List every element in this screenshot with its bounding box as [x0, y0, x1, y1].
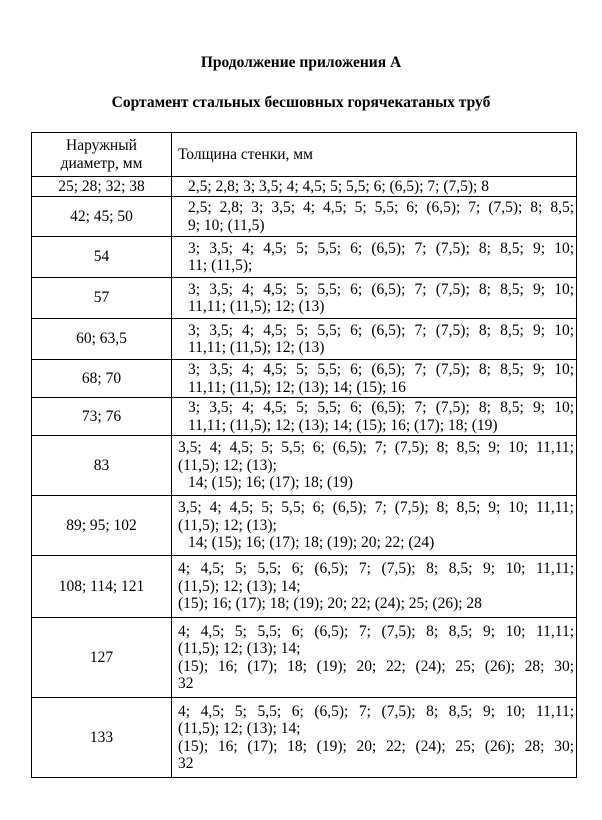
table-header-row [32, 133, 577, 177]
wall-line: 11; (11,5); [188, 257, 253, 274]
wall-line: 14; (15); 16; (17); 18; (19) [188, 474, 353, 492]
wall-thickness-cell [172, 319, 577, 360]
wall-line: 4; 4,5; 5; 5,5; 6; (6,5); 7; (7,5); 8; 8,5; 9; 10; 11,11; [178, 702, 574, 720]
page-heading: Продолжение приложения А [200, 54, 402, 71]
wall-line: 2,5; 2,8; 3; 3,5; 4; 4,5; 5; 5,5; 6; (6,5); 7; (7,5); 8; 8,5; [188, 199, 574, 216]
diameter-cell: 60; 63,5 [32, 319, 172, 360]
wall-line: 3; 3,5; 4; 4,5; 5; 5,5; 6; (6,5); 7; (7,5); 8; 8,5; 9; 10; [188, 399, 574, 416]
wall-line: (15); 16; (17); 18; (19); 20; 22; (24); 25; (26); 28; 30; [178, 657, 574, 675]
table-row [32, 698, 577, 778]
header-diameter [32, 133, 172, 177]
wall-line: 11,11; (11,5); 12; (13) [188, 339, 325, 356]
wall-line: 3; 3,5; 4; 4,5; 5; 5,5; 6; (6,5); 7; (7,5); 8; 8,5; 9; 10; [188, 239, 574, 257]
table-row [32, 237, 577, 278]
wall-thickness-cell [172, 237, 577, 278]
wall-thickness-cell [172, 177, 577, 197]
diameter-cell: 133 [32, 698, 172, 778]
table-row [32, 319, 577, 360]
wall-line: 14; (15); 16; (17); 18; (19); 20; 22; (24) [188, 534, 435, 552]
header-wall-thickness: Толщина стенки, мм [172, 133, 577, 177]
table-row [32, 360, 577, 398]
diameter-cell: 83 [32, 436, 172, 496]
wall-line: (11,5); 12; (13); 14; [178, 640, 301, 657]
table-title: Сортамент стальных бесшовных горячекатаных труб [111, 94, 491, 111]
wall-line: 9; 10; (11,5) [188, 216, 265, 234]
diameter-cell: 108; 114; 121 [32, 556, 172, 618]
table-row [32, 177, 577, 197]
wall-line: 32 [178, 755, 194, 772]
wall-thickness-cell [172, 556, 577, 618]
wall-line: 2,5; 2,8; 3; 3,5; 4; 4,5; 5; 5,5; 6; (6,5); 7; (7,5); 8 [188, 177, 489, 195]
table-row [32, 618, 577, 698]
wall-thickness-cell [172, 618, 577, 698]
diameter-cell: 73; 76 [32, 398, 172, 436]
table-row [32, 496, 577, 556]
table-row [32, 436, 577, 496]
header-diameter-line2: диаметр, мм [60, 154, 143, 172]
wall-line: 3; 3,5; 4; 4,5; 5; 5,5; 6; (6,5); 7; (7,5); 8; 8,5; 9; 10; [188, 321, 574, 339]
diameter-cell: 54 [32, 237, 172, 278]
header-diameter-line1: Наружный [66, 136, 137, 154]
wall-line: 3; 3,5; 4; 4,5; 5; 5,5; 6; (6,5); 7; (7,5); 8; 8,5; 9; 10; [188, 280, 574, 298]
wall-line: (11,5); 12; (13); [178, 516, 277, 534]
table-row [32, 197, 577, 237]
wall-thickness-cell [172, 278, 577, 319]
table-row [32, 398, 577, 436]
wall-line: 32 [178, 675, 194, 692]
wall-line: (11,5); 12; (13); 14; [178, 577, 301, 595]
wall-line: 3,5; 4; 4,5; 5; 5,5; 6; (6,5); 7; (7,5); 8; 8,5; 9; 10; 11,11; [178, 499, 574, 517]
wall-thickness-cell [172, 698, 577, 778]
pipe-assortment-table [31, 132, 577, 778]
wall-thickness-cell [172, 197, 577, 237]
wall-line: (11,5); 12; (13); [178, 456, 277, 474]
wall-line: 11,11; (11,5); 12; (13); 14; (15); 16 [188, 378, 406, 396]
diameter-cell: 127 [32, 618, 172, 698]
wall-line: 4; 4,5; 5; 5,5; 6; (6,5); 7; (7,5); 8; 8,5; 9; 10; 11,11; [178, 622, 574, 640]
wall-line: 4; 4,5; 5; 5,5; 6; (6,5); 7; (7,5); 8; 8,5; 9; 10; 11,11; [178, 560, 574, 578]
diameter-cell: 57 [32, 278, 172, 319]
wall-line: (15); 16; (17); 18; (19); 20; 22; (24); 25; (26); 28 [178, 595, 482, 613]
wall-line: 11,11; (11,5); 12; (13) [188, 298, 325, 315]
table-row [32, 556, 577, 618]
wall-thickness-cell [172, 398, 577, 436]
diameter-cell: 89; 95; 102 [32, 496, 172, 556]
wall-line: 3,5; 4; 4,5; 5; 5,5; 6; (6,5); 7; (7,5); 8; 8,5; 9; 10; 11,11; [178, 439, 574, 457]
wall-line: (11,5); 12; (13); 14; [178, 720, 301, 737]
wall-line: 3; 3,5; 4; 4,5; 5; 5,5; 6; (6,5); 7; (7,5); 8; 8,5; 9; 10; [188, 361, 574, 378]
wall-thickness-cell [172, 496, 577, 556]
wall-thickness-cell [172, 360, 577, 398]
table-row [32, 278, 577, 319]
wall-line: 11,11; (11,5); 12; (13); 14; (15); 16; (17); 18; (19) [188, 416, 498, 434]
wall-thickness-cell [172, 436, 577, 496]
diameter-cell: 68; 70 [32, 360, 172, 398]
diameter-cell: 25; 28; 32; 38 [32, 177, 172, 197]
wall-line: (15); 16; (17); 18; (19); 20; 22; (24); 25; (26); 28; 30; [178, 737, 574, 755]
diameter-cell: 42; 45; 50 [32, 197, 172, 237]
